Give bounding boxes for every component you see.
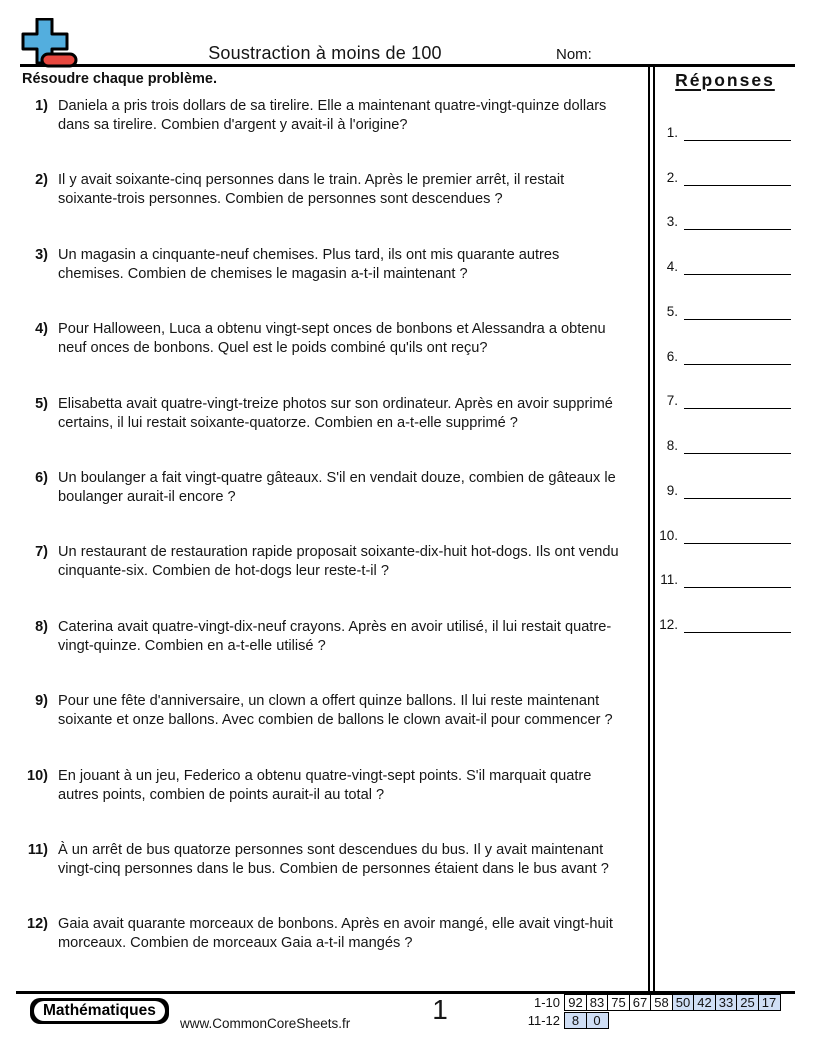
answer-number: 12.: [659, 617, 678, 633]
answer-key-cell: 58: [650, 994, 673, 1011]
answer-number: 3.: [666, 214, 678, 230]
problem-number: 8): [35, 618, 48, 635]
answer-blank-line[interactable]: [684, 256, 791, 275]
answer-key-cell: 25: [736, 994, 759, 1011]
problem-item: [22, 767, 624, 805]
answer-blank-line[interactable]: [684, 346, 791, 365]
answer-number: 7.: [666, 393, 678, 409]
website-text: www.CommonCoreSheets.fr: [180, 1016, 351, 1031]
problem-text: Caterina avait quatre-vingt-dix-neuf crayons. Après en avoir utilisé, il lui restait quatre-vingt-quinze. Combien en a-t-elle utilisé ?: [58, 618, 612, 654]
answer-key-cell: 67: [629, 994, 652, 1011]
answer-row: [650, 434, 791, 454]
problem-number: 3): [35, 246, 48, 263]
answer-row: [650, 568, 791, 588]
answer-row: [650, 121, 791, 141]
answer-row: [650, 524, 791, 544]
problem-text: Un boulanger a fait vingt-quatre gâteaux. S'il en vendait douze, combien de gâteaux le boulanger aurait-il encore ?: [58, 470, 616, 505]
answer-key-cell: 50: [672, 994, 695, 1011]
answer-blank-line[interactable]: [684, 614, 791, 633]
minus-icon: [42, 54, 76, 66]
problem-number: 6): [35, 470, 48, 486]
answer-row: [650, 479, 791, 499]
answer-blank-line[interactable]: [684, 525, 791, 544]
answer-row: [650, 345, 791, 365]
problem-number: 10): [27, 767, 48, 784]
answer-key-cell: 92: [564, 994, 587, 1011]
answer-blank-line[interactable]: [684, 122, 791, 141]
problem-text: Il y avait soixante-cinq personnes dans le train. Après le premier arrêt, il restait soixante-trois personnes. Combien de personnes sont descendues ?: [58, 172, 565, 208]
problem-item: [22, 320, 624, 358]
answer-row: [650, 166, 791, 186]
answer-key-cell: 17: [758, 994, 781, 1011]
problem-text: Un magasin a cinquante-neuf chemises. Plus tard, ils ont mis quarante autres chemises. Combien de chemises le magasin a-t-il maintenant ?: [58, 246, 560, 282]
problem-text: Gaia avait quarante morceaux de bonbons. Après en avoir mangé, elle avait vingt-huit morceaux. Combien de morceaux Gaia a-t-il mangés ?: [58, 916, 613, 952]
answer-blank-line[interactable]: [684, 211, 791, 230]
problem-item: [22, 97, 624, 135]
answer-row: [650, 389, 791, 409]
problem-item: [22, 841, 624, 879]
problem-item: [22, 469, 624, 507]
answer-row: [650, 255, 791, 275]
answer-key-cell: 42: [693, 994, 716, 1011]
answer-row: [650, 210, 791, 230]
answer-number: 8.: [666, 438, 678, 454]
problem-text: À un arrêt de bus quatorze personnes sont descendues du bus. Il y avait maintenant vingt-cinq personnes dans le bus. Combien de personnes étaient dans le bus avant ?: [58, 842, 609, 877]
problem-item: [22, 395, 624, 433]
brand-name: Mathématiques: [34, 1001, 165, 1021]
answer-key-row-label: 11-12: [527, 1013, 560, 1028]
answer-number: 6.: [666, 348, 678, 364]
problem-item: [22, 618, 624, 656]
answer-key-cell: 8: [564, 1012, 587, 1029]
math-plus-minus-logo-icon: [18, 18, 80, 68]
name-label: Nom:: [556, 46, 592, 63]
problem-text: Daniela a pris trois dollars de sa tirelire. Elle a maintenant quatre-vingt-quinze dollars dans sa tirelire. Combien d'argent y avait-il à l'origine?: [58, 98, 607, 133]
answer-number: 4.: [666, 259, 678, 275]
problem-text: Pour une fête d'anniversaire, un clown a offert quinze ballons. Il lui reste maintenant soixante et onze ballons. Avec combien de ballons le clown avait-il pour commencer ?: [58, 693, 613, 729]
instruction-text: Résoudre chaque problème.: [22, 71, 217, 87]
answer-key-row-label: 1-10: [533, 995, 560, 1010]
problem-number: 2): [35, 172, 48, 189]
answer-key-cell: 75: [607, 994, 630, 1011]
answer-blank-line[interactable]: [684, 301, 791, 320]
problem-number: 12): [27, 916, 48, 933]
answer-blank-line[interactable]: [684, 569, 791, 588]
answer-key-row-2: [470, 1012, 779, 1030]
answers-title: Réponses: [675, 70, 775, 90]
answer-number: 9.: [666, 482, 678, 498]
answer-number: 5.: [666, 303, 678, 319]
answer-row: [650, 300, 791, 320]
answer-key-cell: 33: [715, 994, 738, 1011]
answer-blank-line[interactable]: [684, 480, 791, 499]
problem-item: [22, 246, 624, 284]
problem-item: [22, 692, 624, 730]
problem-number: 5): [35, 395, 48, 412]
page-title: Soustraction à moins de 100: [208, 43, 442, 63]
answer-number: 1.: [666, 125, 678, 140]
problem-text: En jouant à un jeu, Federico a obtenu quatre-vingt-sept points. S'il marquait quatre autres points, combien de points aurait-il au total ?: [58, 767, 592, 803]
problem-item: [22, 171, 624, 209]
problem-number: 4): [35, 321, 48, 338]
answer-number: 10.: [659, 527, 678, 543]
problem-text: Pour Halloween, Luca a obtenu vingt-sept onces de bonbons et Alessandra a obtenu neuf onces de bonbons. Quel est le poids combiné qu'ils ont reçu?: [58, 321, 606, 357]
answer-blank-line[interactable]: [684, 167, 791, 186]
problem-item: [22, 543, 624, 581]
brand-badge: [30, 998, 169, 1024]
answer-key-cell: 0: [586, 1012, 609, 1029]
answer-number: 2.: [666, 169, 678, 185]
problem-number: 11): [27, 842, 48, 858]
problem-item: [22, 915, 624, 953]
answer-blank-line[interactable]: [684, 390, 791, 409]
problem-number: 1): [35, 98, 48, 114]
problem-text: Elisabetta avait quatre-vingt-treize photos sur son ordinateur. Après en avoir supprimé certains, il lui restait soixante-quatorze. Combien en a-t-elle supprimé ?: [58, 395, 613, 431]
problem-number: 9): [35, 693, 48, 710]
page-number: 1: [432, 994, 448, 1025]
problem-number: 7): [35, 544, 48, 561]
header-divider: [20, 64, 795, 67]
answer-number: 11.: [660, 572, 678, 588]
answer-key-cell: 83: [586, 994, 609, 1011]
answer-blank-line[interactable]: [684, 435, 791, 454]
problem-text: Un restaurant de restauration rapide proposait soixante-dix-huit hot-dogs. Ils ont vendu cinquante-six. Combien de hot-dogs leur reste-t-il ?: [58, 544, 619, 580]
answer-key-table: [470, 994, 779, 1030]
answer-key-row-1: [470, 994, 779, 1012]
answer-row: [650, 613, 791, 633]
